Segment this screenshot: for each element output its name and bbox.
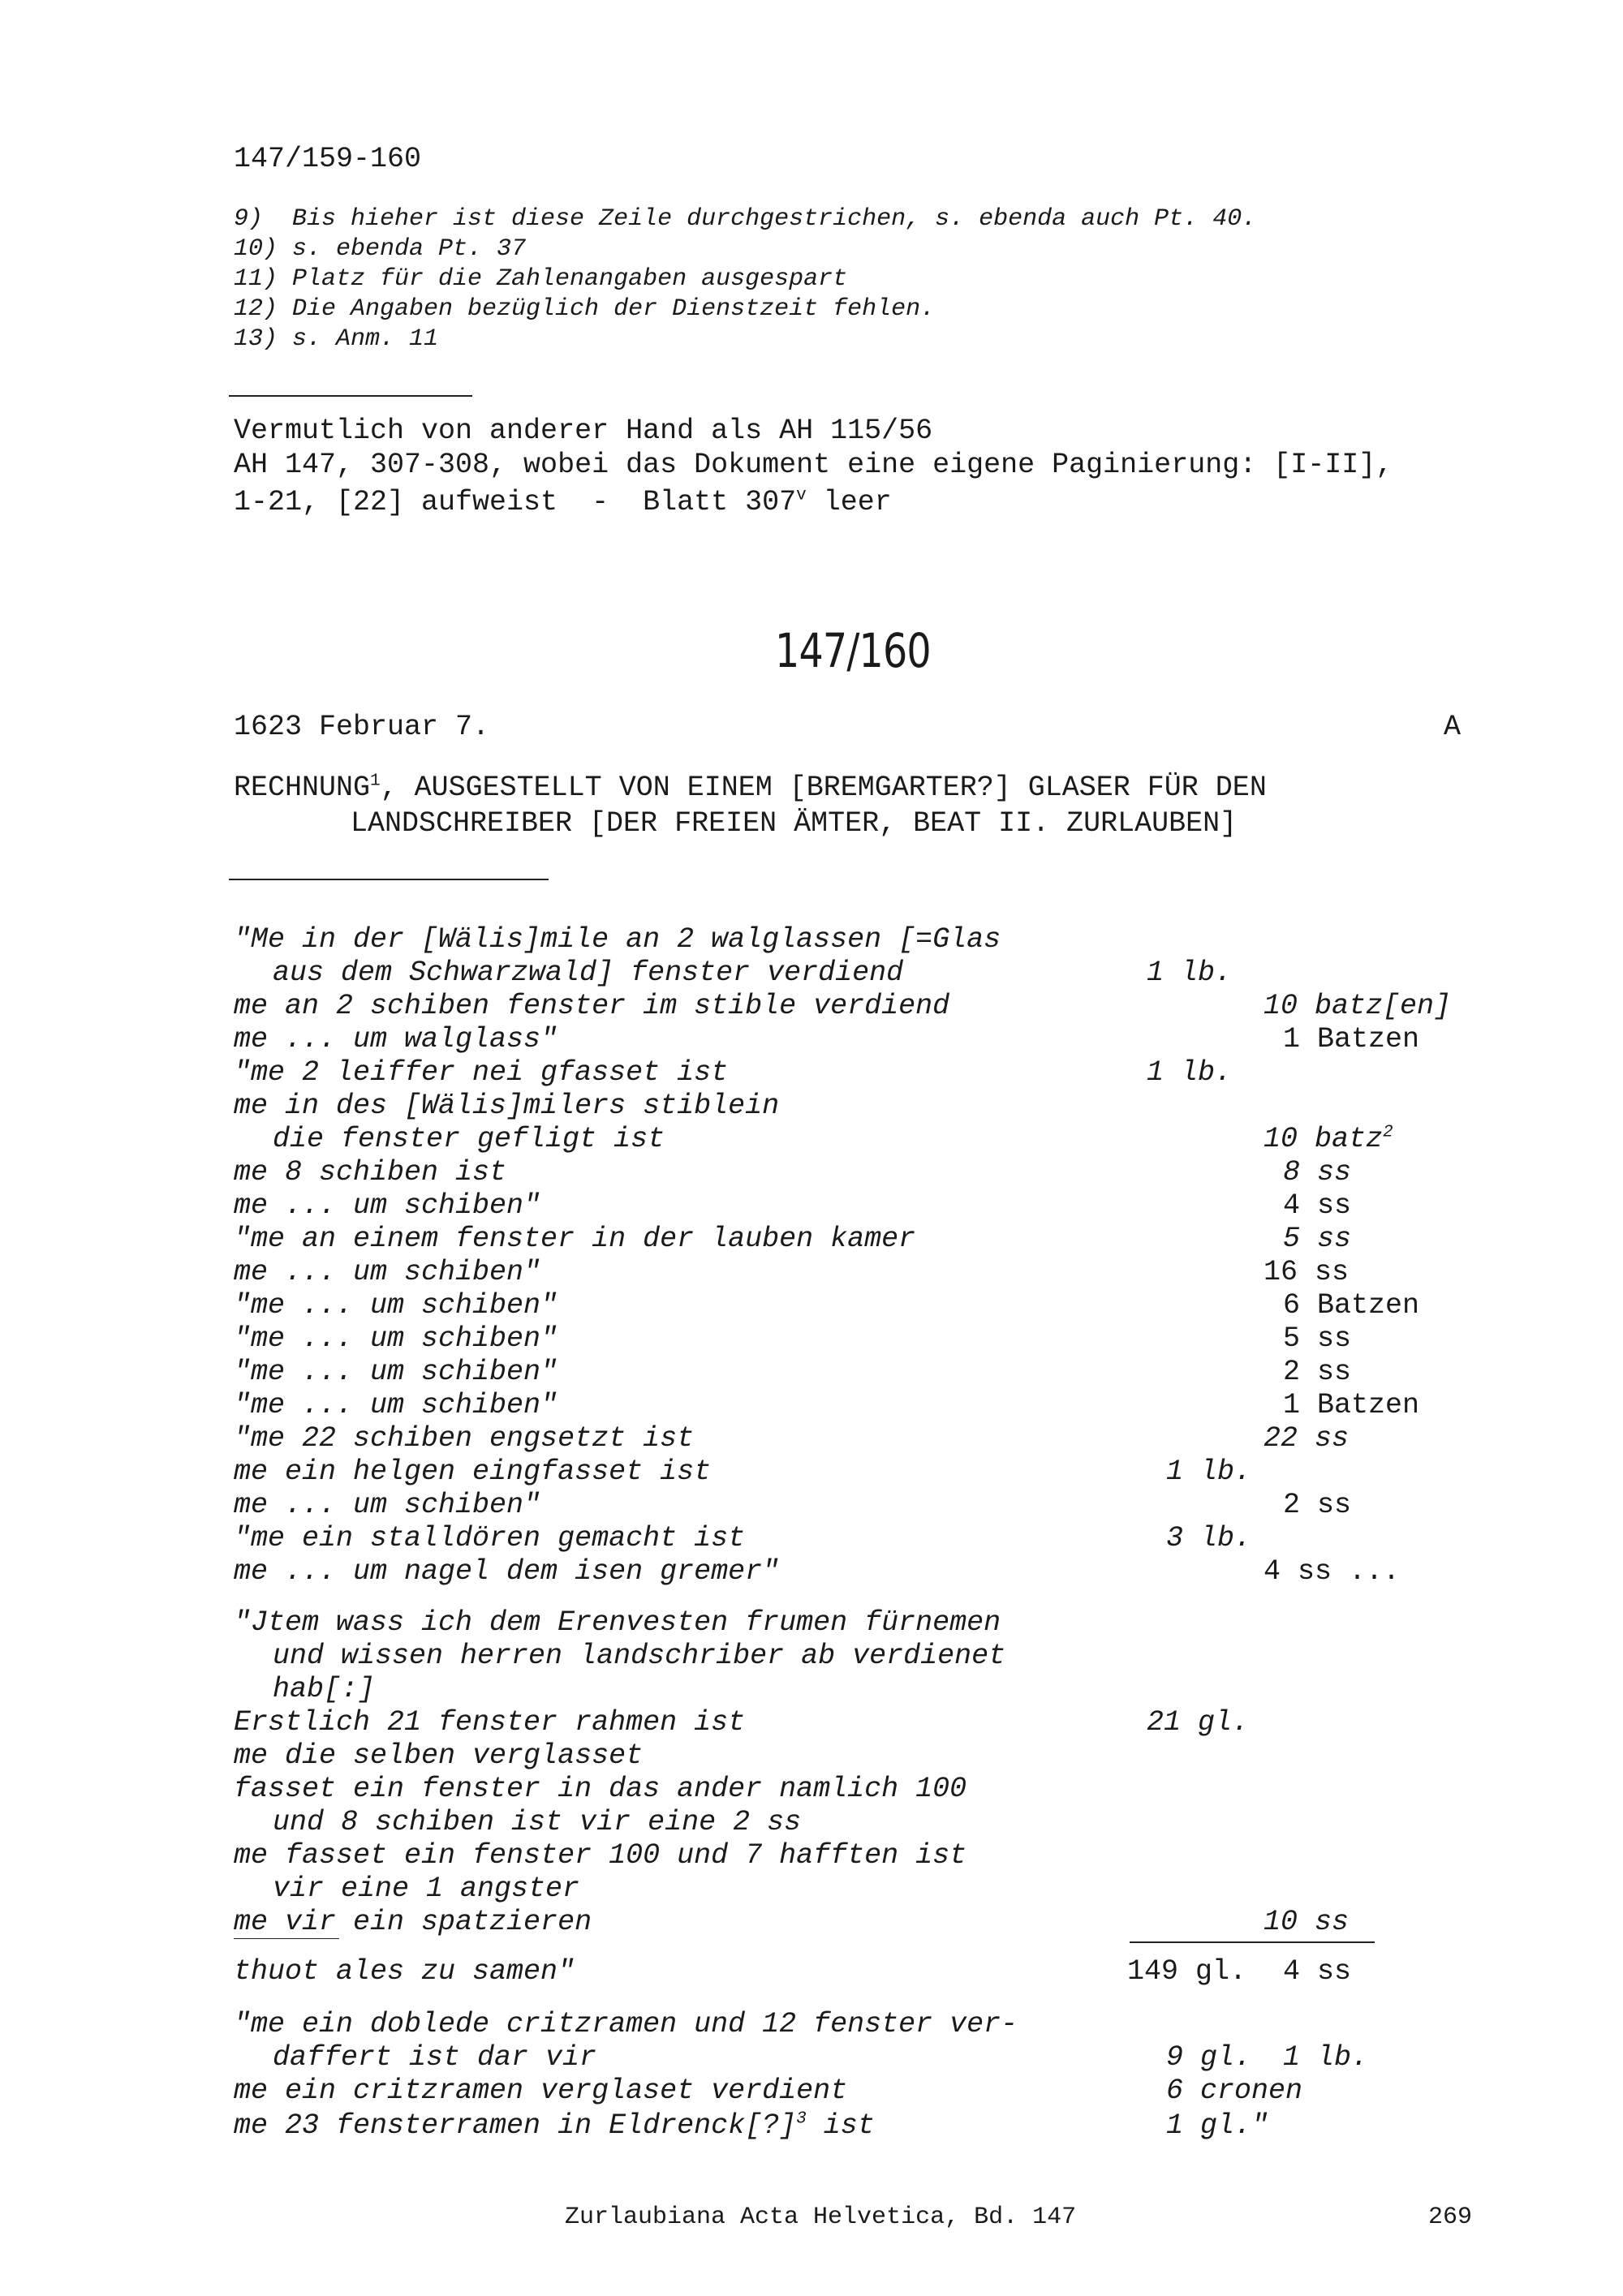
footnote-ref: 2 [1383,1123,1393,1142]
document-date: 1623 Februar 7. [234,711,490,743]
entry-text: me ... um schiben" [234,1489,541,1521]
entry-amount [1264,1123,1393,1155]
entry-text: thuot ales zu samen" [234,1955,575,1988]
entry-amount: 4 ss [1283,1189,1352,1222]
entry-amount: 1 lb. [1283,2041,1369,2074]
entry-text: und wissen herren landschriber ab verdienet [273,1640,1006,1672]
entry-text: Erstlich 21 fenster rahmen ist [234,1706,746,1739]
sum-rule [1130,1941,1375,1943]
entry-amount: 21 gl. [1147,1706,1250,1739]
footnote-text: Die Angaben bezüglich der Dienstzeit fehlen. [292,295,936,323]
document-number: 147/160 [775,623,931,678]
entry-text: "me ein doblede critzramen und 12 fenster ver- [234,2008,1018,2040]
entry-text: "me ... um schiben" [234,1322,558,1355]
entry-text: daffert ist dar vir [273,2041,597,2074]
entry-text-part: me 23 fensterramen in Eldrenck[?] [234,2109,797,2142]
entry-text: "me ... um schiben" [234,1389,558,1421]
entry-text: me an 2 schiben fenster im stible verdiend [234,990,950,1022]
footnote-number: 10) [234,235,278,263]
entry-amount: 10 ss [1264,1906,1350,1938]
entry-text: aus dem Schwarzwald] fenster verdiend [273,957,904,989]
entry-text: me ... um nagel dem isen gremer" [234,1555,780,1588]
entry-amount: 6 Batzen [1283,1289,1420,1322]
entry-text: "me ein stalldören gemacht ist [234,1522,746,1554]
entry-amount: 2 ss [1283,1356,1352,1388]
entry-amount: 3 lb. [1166,1522,1252,1554]
footnote-text: s. Anm. 11 [292,325,439,353]
entry-text: me ... um walglass" [234,1023,558,1056]
document-type: A [1444,711,1462,743]
entry-text: me 8 schiben ist [234,1156,507,1189]
entry-text: me die selben verglasset [234,1739,644,1772]
footnote-ref: 3 [796,2109,807,2129]
entry-text: und 8 schiben ist vir eine 2 ss [273,1806,802,1838]
entry-text: me fasset ein fenster 100 und 7 hafften ist [234,1839,967,1872]
source-note-line: Vermutlich von anderer Hand als AH 115/56 [234,415,933,447]
amount-text: 10 batz [1264,1123,1384,1155]
entry-amount: 149 gl. [1127,1955,1247,1988]
source-note-line: AH 147, 307-308, wobei das Dokument eine eigene Paginierung: [I-II], [234,449,1393,481]
entry-text: die fenster gefligt ist [273,1123,665,1155]
entry-amount: 5 ss [1283,1223,1352,1255]
entry-text: me ... um schiben" [234,1189,541,1222]
entry-text: me in des [Wälis]milers stiblein [234,1090,780,1122]
underline-rule [234,1938,339,1939]
entry-text-part: ist [806,2109,875,2142]
entry-amount: 1 lb. [1147,957,1233,989]
footnote-ref: 1 [370,772,381,791]
entry-text: me ... um schiben" [234,1256,541,1288]
footnote-text: Platz für die Zahlenangaben ausgespart [292,265,848,293]
entry-amount: 5 ss [1283,1322,1352,1355]
entry-text: me vir ein spatzieren [234,1906,592,1938]
entry-text: "Me in der [Wälis]mile an 2 walglassen [=Glas [234,923,1001,956]
entry-amount: 1 gl." [1166,2109,1269,2142]
document-title [234,772,1267,804]
entry-amount: 1 Batzen [1283,1023,1420,1056]
verso-superscript: v [796,486,807,505]
entry-text: "me 2 leiffer nei gfasset ist [234,1056,729,1089]
footer-publication: Zurlaubiana Acta Helvetica, Bd. 147 [565,2204,1077,2231]
footnote-separator-rule [229,395,472,397]
footnote-number: 11) [234,265,278,293]
title-text: , AUSGESTELLT VON EINEM [BREMGARTER?] GLASER FÜR DEN [380,772,1267,804]
entry-text: hab[:] [273,1673,376,1705]
entry-amount: 9 gl. [1166,2041,1252,2074]
entry-text: vir eine 1 angster [273,1872,580,1905]
entry-amount: 1 lb. [1147,1056,1233,1089]
footnote-text: s. ebenda Pt. 37 [292,235,527,263]
entry-text: "Jtem wass ich dem Erenvesten frumen fürnemen [234,1606,1001,1639]
page-number: 269 [1428,2204,1473,2231]
source-note-text: 1-21, [22] aufweist - Blatt 307 [234,486,797,518]
entry-text: fasset ein fenster in das ander namlich 100 [234,1773,967,1805]
entry-text: me ein helgen eingfasset ist [234,1455,712,1488]
title-text: RECHNUNG [234,772,371,804]
entry-amount: 4 ss ... [1264,1555,1401,1588]
entry-amount: 4 ss [1283,1955,1352,1988]
entry-amount: 10 batz[en] [1264,990,1452,1022]
source-note-line [234,486,892,518]
footnote-number: 12) [234,295,278,323]
footnote-number: 13) [234,325,278,353]
entry-amount: 6 cronen [1166,2075,1303,2107]
entry-amount: 22 ss [1264,1422,1350,1455]
entry-text: "me an einem fenster in der lauben kamer [234,1223,916,1255]
entry-text [234,2109,875,2142]
source-note-text: leer [806,486,892,518]
document-title-line2: LANDSCHREIBER [DER FREIEN ÄMTER, BEAT II. ZURLAUBEN] [351,807,1238,840]
entry-amount: 8 ss [1283,1156,1352,1189]
entry-amount: 1 lb. [1166,1455,1252,1488]
page-header-ref: 147/159-160 [234,143,422,175]
entry-amount: 2 ss [1283,1489,1352,1521]
title-separator-rule [229,879,549,880]
entry-text: me ein critzramen verglaset verdient [234,2075,848,2107]
footnote-number: 9) [234,205,264,233]
entry-amount: 16 ss [1264,1256,1350,1288]
entry-amount: 1 Batzen [1283,1389,1420,1421]
entry-text: "me ... um schiben" [234,1289,558,1322]
footnote-text: Bis hieher ist diese Zeile durchgestrichen, s. ebenda auch Pt. 40. [292,205,1257,233]
entry-text: "me ... um schiben" [234,1356,558,1388]
entry-text: "me 22 schiben engsetzt ist [234,1422,695,1455]
